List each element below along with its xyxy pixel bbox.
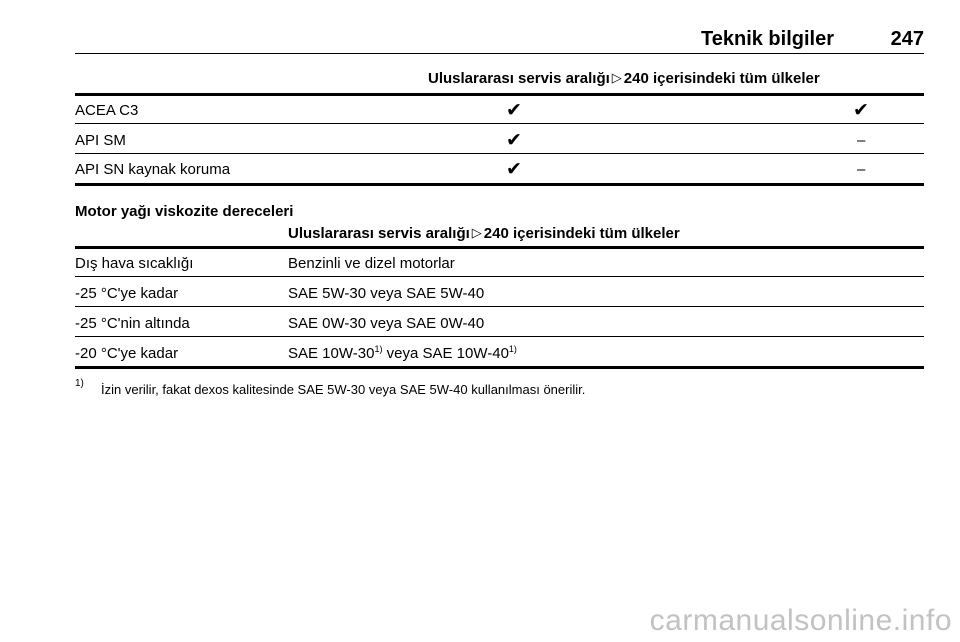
header-divider — [75, 53, 924, 54]
temperature-cell: -25 °C'ye kadar — [75, 285, 179, 302]
arrow-right-icon: ▷ — [471, 225, 482, 240]
row-divider — [75, 306, 924, 307]
caption-ref-text: 240 içerisindeki tüm ülkeler — [623, 70, 820, 87]
footnote-mark: 1) — [75, 378, 84, 389]
check-icon: ✔ — [506, 159, 522, 180]
arrow-right-icon: ▷ — [611, 70, 622, 85]
row-label: API SN kaynak koruma — [75, 161, 231, 178]
caption-text: Uluslararası servis aralığı — [288, 225, 470, 242]
check-icon: ✔ — [506, 100, 522, 121]
row-divider — [75, 123, 924, 124]
page-header-title: Teknik bilgiler — [701, 28, 834, 50]
row-label: ACEA C3 — [75, 102, 139, 119]
temperature-cell: -25 °C'nin altında — [75, 315, 190, 332]
footnote-text: İzin verilir, fakat dexos kalitesinde SAE 5W-30 veya SAE 5W-40 kullanılması önerilir. — [101, 382, 586, 397]
table-rule — [75, 366, 924, 369]
dash-mark: – — [857, 161, 866, 178]
row-divider — [75, 336, 924, 337]
table-caption — [288, 225, 680, 242]
column-header: Benzinli ve dizel motorlar — [288, 255, 455, 272]
section-title: Motor yağı viskozite dereceleri — [75, 203, 294, 220]
page-number: 247 — [890, 28, 924, 50]
oil-grade-text: veya SAE 10W-40 — [382, 345, 509, 362]
table-rule — [75, 183, 924, 186]
temperature-cell: -20 °C'ye kadar — [75, 345, 179, 362]
row-divider — [75, 276, 924, 277]
oil-grade-cell: SAE 0W-30 veya SAE 0W-40 — [288, 315, 485, 332]
caption-ref-text: 240 içerisindeki tüm ülkeler — [483, 225, 680, 242]
footnote-ref: 1) — [508, 344, 517, 354]
check-icon: ✔ — [853, 100, 869, 121]
dash-mark: – — [857, 132, 866, 149]
table-rule — [75, 93, 924, 96]
oil-grade-text: SAE 10W-30 — [288, 345, 375, 362]
column-header: Dış hava sıcaklığı — [75, 255, 194, 272]
footnote-ref: 1) — [374, 344, 383, 354]
row-divider — [75, 153, 924, 154]
caption-text: Uluslararası servis aralığı — [428, 70, 610, 87]
table-rule — [75, 246, 924, 249]
row-label: API SM — [75, 132, 126, 149]
oil-grade-cell — [288, 345, 517, 362]
check-icon: ✔ — [506, 130, 522, 151]
oil-grade-cell: SAE 5W-30 veya SAE 5W-40 — [288, 285, 485, 302]
table-caption — [428, 70, 820, 87]
watermark: carmanualsonline.info — [649, 604, 952, 637]
